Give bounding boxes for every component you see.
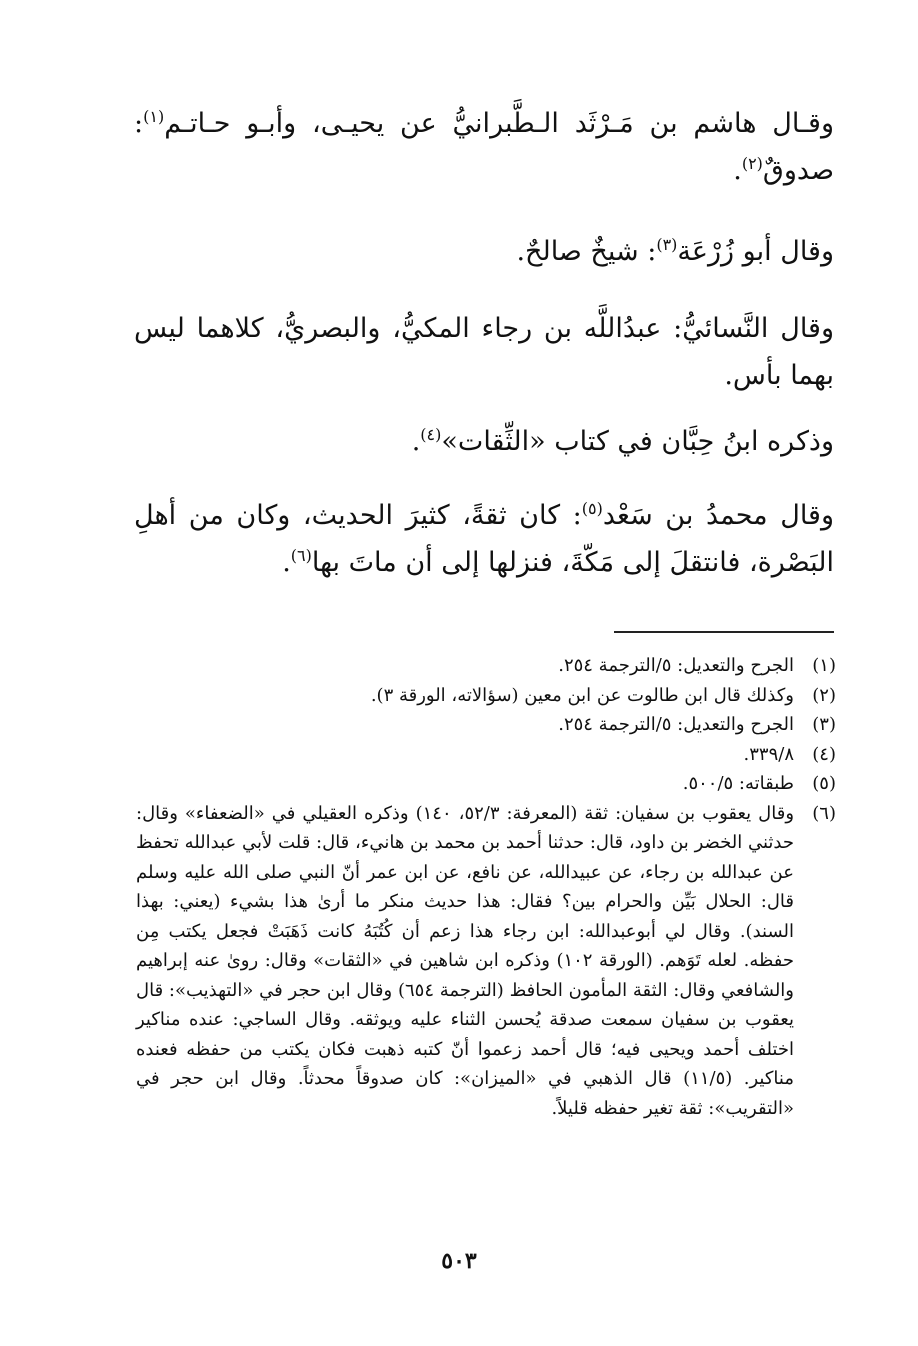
paragraph-text: : كان ثقةً، كثيرَ الحديث، وكان من أهلِ البَصْرة، فانتقلَ إلى مَكّةَ، فنزلها إلى أن ماتَ بها (134, 500, 834, 579)
footnote-number: (٣) (812, 714, 836, 735)
footnote-3 (136, 710, 836, 740)
footnote-4 (136, 740, 836, 770)
paragraph-nasai (134, 305, 834, 400)
footnote-number: (٤) (812, 743, 836, 765)
footnote-separator (614, 631, 834, 633)
paragraph-text: وقال محمدُ بن سَعْد (602, 500, 834, 531)
footnote-number: (١) (812, 655, 836, 676)
footnote-5 (136, 769, 836, 799)
paragraph-ibn-sad (134, 492, 834, 587)
paragraph-text: وذكره ابنُ حِبَّان في كتاب «الثِّقات» (441, 426, 834, 457)
paragraph-text: : صدوقٌ (134, 108, 834, 187)
paragraph-text: وقـال هاشم بن مَـرْثَد الـطَّبرانيُّ عن يحيـى، وأبـو حـاتـم (164, 108, 834, 139)
footnote-text: طبقاته: ٥٠٠/٥. (682, 773, 794, 794)
page-number: ٥٠٣ (441, 1248, 477, 1274)
footnote-ref-1[interactable]: (١) (143, 107, 165, 126)
paragraph-abu-zura (134, 228, 834, 275)
footnote-1 (136, 651, 836, 681)
footnote-text: الجرح والتعديل: ٥/الترجمة ٢٥٤. (558, 714, 794, 735)
footnote-ref-6[interactable]: (٦) (290, 546, 312, 566)
footnote-ref-5[interactable]: (٥) (581, 499, 603, 518)
paragraph-text: . (733, 155, 742, 187)
footnote-number: (٢) (812, 684, 836, 706)
footnote-number: (٥) (812, 773, 836, 794)
footnote-2 (136, 681, 836, 711)
footnote-6 (136, 799, 836, 1124)
paragraph-text: وقال أبو زُرْعَة (677, 236, 834, 267)
paragraph-text: وقال النَّسائيُّ: عبدُاللَّه بن رجاء المكيُّ، والبصريُّ، كلاهما ليس بهما بأس. (134, 313, 834, 392)
footnote-text: الجرح والتعديل: ٥/الترجمة ٢٥٤. (558, 655, 794, 676)
paragraph-text: . (411, 426, 421, 457)
footnote-text: ٣٣٩/٨. (743, 743, 794, 765)
footnote-text: وكذلك قال ابن طالوت عن ابن معين (سؤالاته، الورقة ٣). (370, 684, 794, 706)
footnote-number: (٦) (812, 802, 836, 824)
footnote-ref-3[interactable]: (٣) (656, 235, 678, 254)
footnotes-section (136, 651, 836, 1123)
paragraph-text: . (282, 547, 291, 579)
footnote-ref-4[interactable]: (٤) (420, 425, 442, 444)
paragraph-hashim (134, 100, 834, 195)
footnote-text: وقال يعقوب بن سفيان: ثقة (المعرفة: ٥٢/٣، ١٤٠) وذكره العقيلي في «الضعفاء» وقال: حدثني الخضر بن داود، قال: حدثنا أحمد بن محمد بن هانيء، قال: قلت لأبي عبدالله تحفظ عن عبدالله بن رجاء، عن عبيدالله، عن نافع، عن ابن عمر أنّ النبي صلى الله عليه وسلم قال: الحلال بَيِّن والحرام بين؟ فقال: هذا حديث منكر ما أرىٰ هذا بشيء (يعني: بهذا السند). وقال لي أبوعبدالله: ابن رجاء هذا زعم أن كُتُبَهُ كانت ذَهَبَتْ فجعل يكتب مِن حفظه. لعله تَوَهم. (الورقة ١٠٢) وذكره ابن شاهين في «الثقات» وقال: روىٰ عنه إبراهيم والشافعي وقال: الثقة المأمون الحافظ (الترجمة ٦٥٤) وقال ابن حجر في «التهذيب»: قال يعقوب بن سفيان سمعت صدقة يُحسن الثناء عليه ويوثقه. وقال الساجي: عنده مناكير اختلف أحمد ويحيى فيه؛ قال أحمد زعموا أنّ كتبه ذهبت فكان يكتب من حفظه فعنده مناكير. (١١/٥) قال الذهبي في «الميزان»: كان صدوقاً محدثاً. وقال ابن حجر في «التقريب»: ثقة تغير حفظه قليلاً. (136, 802, 795, 1119)
paragraph-ibn-hibban (134, 418, 834, 465)
footnote-ref-2[interactable]: (٢) (741, 154, 763, 174)
paragraph-text: : شيخٌ صالحٌ. (516, 236, 657, 267)
